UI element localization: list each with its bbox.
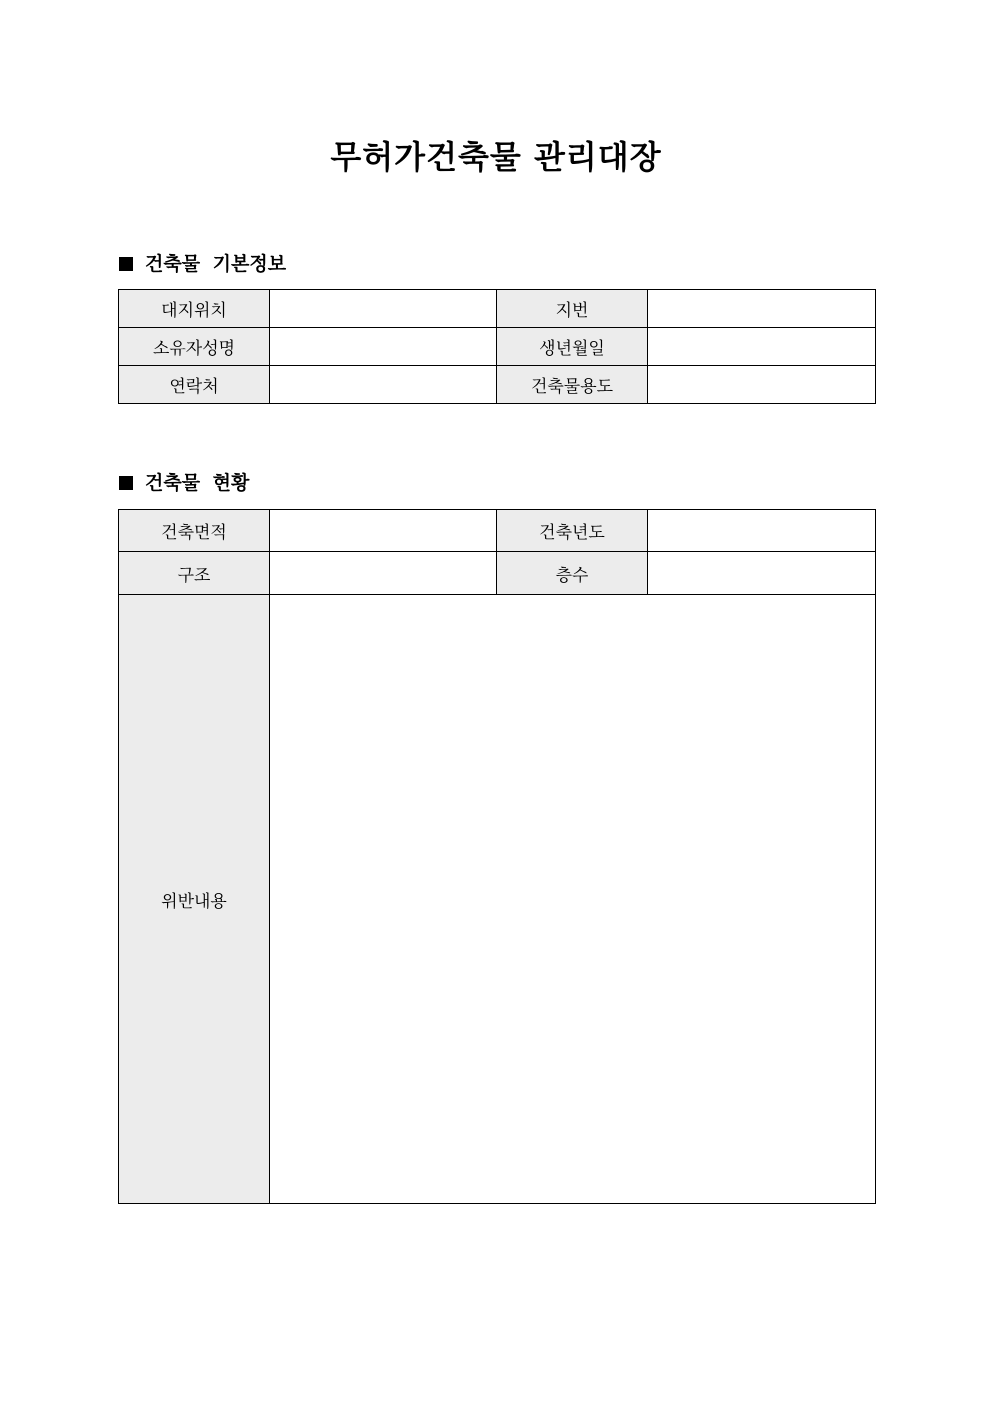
lot-number-field[interactable] [648, 290, 876, 328]
birth-date-field[interactable] [648, 328, 876, 366]
table-row [119, 328, 876, 366]
label-lot-number: 지번 [497, 290, 648, 328]
table-row [119, 366, 876, 404]
section-heading-basic-info [119, 251, 286, 277]
label-violation-details: 위반내용 [119, 595, 270, 1204]
building-area-field[interactable] [270, 510, 497, 552]
square-bullet-icon [119, 476, 133, 490]
basic-info-table [118, 289, 876, 404]
label-floors: 층수 [497, 552, 648, 595]
label-owner-name: 소유자성명 [119, 328, 270, 366]
document-title: 무허가건축물 관리대장 [330, 138, 662, 176]
site-location-field[interactable] [270, 290, 497, 328]
section-heading-building-status [119, 470, 249, 496]
floors-field[interactable] [648, 552, 876, 595]
table-row [119, 290, 876, 328]
owner-name-field[interactable] [270, 328, 497, 366]
contact-field[interactable] [270, 366, 497, 404]
table-row [119, 595, 876, 1204]
label-construction-year: 건축년도 [497, 510, 648, 552]
building-status-table [118, 509, 876, 1204]
label-structure: 구조 [119, 552, 270, 595]
section-heading-text: 건축물 현황 [145, 472, 250, 494]
label-building-area: 건축면적 [119, 510, 270, 552]
label-birth-date: 생년월일 [497, 328, 648, 366]
violation-details-field[interactable] [270, 595, 876, 1204]
table-row [119, 510, 876, 552]
table-row [119, 552, 876, 595]
construction-year-field[interactable] [648, 510, 876, 552]
building-use-field[interactable] [648, 366, 876, 404]
square-bullet-icon [119, 257, 133, 271]
structure-field[interactable] [270, 552, 497, 595]
label-contact: 연락처 [119, 366, 270, 404]
section-heading-text: 건축물 기본정보 [145, 253, 287, 275]
label-site-location: 대지위치 [119, 290, 270, 328]
label-building-use: 건축물용도 [497, 366, 648, 404]
